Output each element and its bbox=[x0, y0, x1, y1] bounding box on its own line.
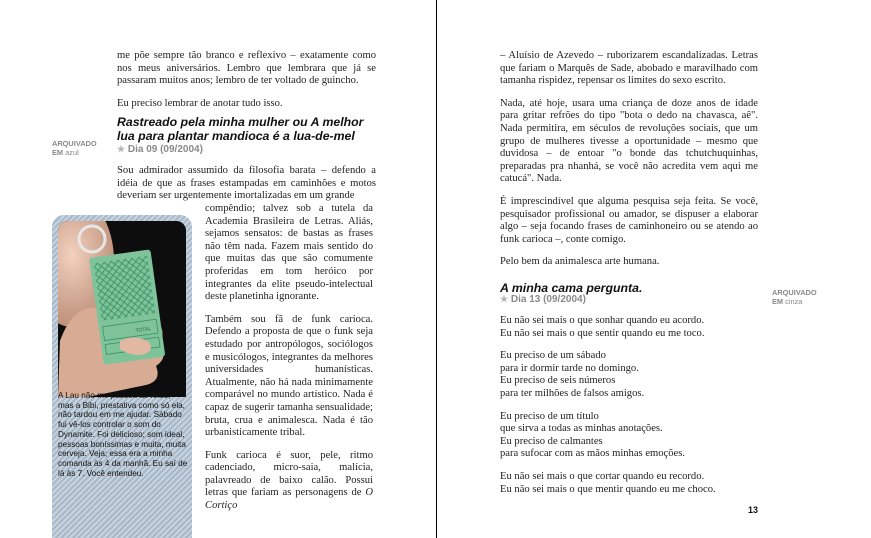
archive-word: ARQUIVADO bbox=[52, 139, 97, 148]
body-paragraph: Também sou fã de funk carioca. Defendo a proposta de que o funk seja estudado por antropólogos, sociólogos e musicólogos, integrantes da melhores universidades humanísticas. Atualmente, não há nada minimamente comparável no mundo artístico. Nada é capaz de sugerir tamanha sensualidade; bruta, crua e animalesca. Nada é tão urbanisticamente tribal. bbox=[205, 313, 373, 439]
poem-line: para sufocar com as mãos minhas emoções. bbox=[500, 448, 686, 460]
body-paragraph: Pelo bem da animalesca arte humana. bbox=[500, 256, 660, 268]
star-icon: ★ bbox=[117, 144, 126, 154]
entry-day bbox=[500, 294, 586, 305]
entry-archive-tag bbox=[772, 288, 817, 306]
entry-title: A minha cama pergunta. bbox=[500, 281, 643, 295]
poem-line: Eu não sei mais o que sentir quando eu me toco. bbox=[500, 327, 705, 339]
archive-em: EM bbox=[772, 297, 784, 306]
entry-day-label: Dia 09 (09/2004) bbox=[127, 144, 203, 155]
poem-line: Eu preciso de um título bbox=[500, 410, 599, 422]
left-intro-paragraph: me põe sempre tão branco e reflexivo – exatamente como nos meus aniversários. Lembro que lembrara que já se passaram muitos anos; lembro de ter voltado de guincho. bbox=[117, 50, 376, 87]
poem-line: para ter milhões de falsos amigos. bbox=[500, 387, 645, 399]
poem-line: Eu preciso de seis números bbox=[500, 375, 616, 387]
left-intro bbox=[117, 50, 376, 120]
poem-line: Eu não sei mais o que cortar quando eu recordo. bbox=[500, 470, 705, 482]
archive-category[interactable]: cinza bbox=[785, 297, 803, 306]
entry-archive-tag bbox=[52, 139, 97, 157]
archive-category[interactable]: azul bbox=[65, 148, 79, 157]
archive-word: ARQUIVADO bbox=[772, 288, 817, 297]
page-spine bbox=[436, 0, 437, 538]
star-icon: ★ bbox=[500, 294, 509, 304]
poem-line: para ir dormir tarde no domingo. bbox=[500, 362, 639, 374]
photo-illustration bbox=[58, 221, 186, 397]
poem-line: Eu não sei mais o que sonhar quando eu acordo. bbox=[500, 315, 705, 326]
body-paragraph: É imprescindível que alguma pesquisa seja feita. Se você, pesquisador profissional ou amador, se dispuser a elaborar algo – seja focando frases de caminhoneiro ou se atendo ao funk carioca –, conte comigo. bbox=[500, 195, 758, 245]
poem-stanza bbox=[500, 315, 758, 340]
body-paragraph: Nada, até hoje, usara uma criança de doze anos de idade para gritar refrões do tipo "bota o dedo na chavasca, aê". Nada permitira, em séculos de revoluções sociais, que um grupo de mulheres tivesse a oportunidade – mesmo que duvidosa – de entoar "o bonde das tchutchuquinhas, preparadas pra nhanhá, se você não acredita vem aqui me catucá". Nada. bbox=[500, 97, 758, 185]
poem bbox=[500, 315, 758, 506]
poem-stanza bbox=[500, 350, 758, 400]
body-paragraph: Sou admirador assumido da filosofia barata – defendo a idéia de que as frases estampadas em caminhões e motos deveriam ser urgentemente imortalizadas em um grande bbox=[117, 165, 376, 202]
left-body-narrow bbox=[205, 203, 373, 523]
body-text: Funk carioca é suor, pele, ritmo cadenciado, micro-saia, malícia, palavreado de baixo calão. Possui letras que fariam as personagens de bbox=[205, 449, 373, 499]
book-title: O Cortiço bbox=[205, 487, 373, 512]
left-intro-paragraph: Eu preciso lembrar de anotar tudo isso. bbox=[117, 97, 283, 109]
entry-title-line: lua para plantar mandioca é a lua-de-mel bbox=[117, 129, 355, 143]
poem-line: que sirva a todas as minhas anotações. bbox=[500, 423, 663, 435]
body-paragraph: – Aluísio de Azevedo – ruborizarem escandalizadas. Letras que fariam o Marquês de Sade, abobado e maravilhado com tamanha rispidez, repensar os limites do sexo escrito. bbox=[500, 50, 758, 87]
photo-sidebar bbox=[52, 215, 192, 538]
poem-line: Eu preciso de calmantes bbox=[500, 435, 603, 447]
body-paragraph bbox=[205, 450, 373, 513]
poem-line: Eu preciso de um sábado bbox=[500, 350, 606, 362]
entry-title-line: Rastreado pela minha mulher ou A melhor bbox=[117, 115, 364, 129]
photo-comanda bbox=[58, 221, 186, 397]
poem-line: Eu não sei mais o que mentir quando eu me choco. bbox=[500, 483, 716, 495]
poem-stanza bbox=[500, 471, 758, 496]
entry-day bbox=[117, 144, 203, 155]
entry-title bbox=[117, 115, 387, 143]
entry-day-label: Dia 13 (09/2004) bbox=[510, 294, 586, 305]
photo-caption: A Lau não me passou as fotos, mas a Bibi, prestativa como só ela, não tardou em me ajudar. Sábado fui vê-los controlar o som do Dynamite. Foi delicioso; som ideal, pessoas boníssimas e muita, muita cerveja. Veja; essa era a minha comanda às 4 da manhã. Eu saí de lá às 7. Você entendeu. bbox=[58, 391, 188, 478]
archive-em: EM bbox=[52, 148, 64, 157]
body-paragraph: compêndio; talvez sob a tutela da Academia Brasileira de Letras. Aliás, sejamos sensatos: de bastas as frases não têm nada. Fazem mais sentido do que muitas das que são comumente proferidas em tom heróico por integrantes da elite pseudo-intelectual deste planetinha ignorante. bbox=[205, 203, 373, 303]
card-total-label: TOTAL bbox=[135, 326, 152, 335]
page-number: 13 bbox=[748, 505, 759, 515]
right-body bbox=[500, 50, 758, 279]
poem-stanza bbox=[500, 411, 758, 461]
